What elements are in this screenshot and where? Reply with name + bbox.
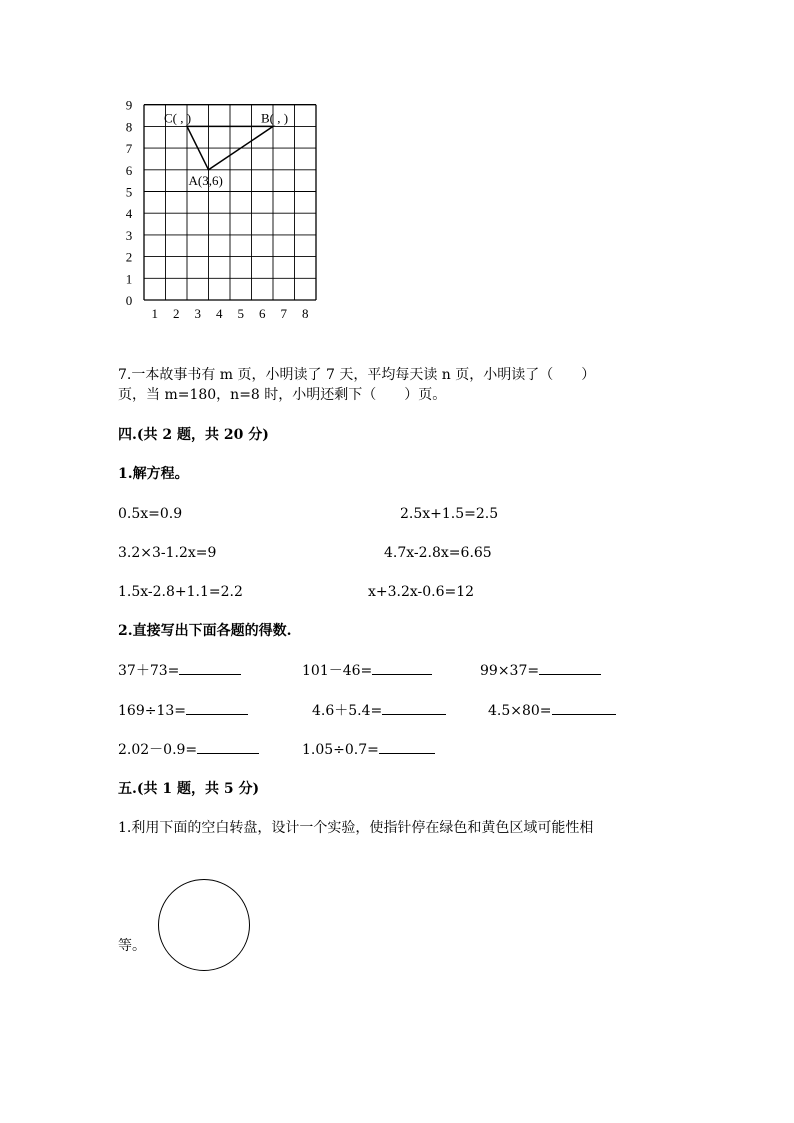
calc-expression: 1.05÷0.7=	[302, 742, 379, 758]
answer-blank[interactable]	[186, 700, 248, 715]
section-5-q1-line2: 等。	[118, 938, 146, 954]
calc-expression: 2.02－0.9=	[118, 742, 198, 758]
y-tick-label: 2	[125, 249, 133, 265]
x-tick-label: 2	[173, 306, 180, 321]
coordinate-grid-figure	[115, 95, 330, 330]
x-tick-label: 8	[302, 306, 309, 321]
y-tick-label: 8	[125, 119, 133, 135]
answer-blank[interactable]	[382, 700, 446, 715]
calc-item	[302, 739, 435, 760]
y-tick-label: 6	[125, 162, 133, 178]
calc-item	[118, 660, 241, 681]
equation: x+3.2x-0.6=12	[368, 584, 475, 600]
y-tick-label: 5	[125, 184, 133, 200]
calc-item	[488, 700, 616, 721]
calc-item	[480, 660, 601, 681]
calc-item	[312, 700, 446, 721]
equation: 1.5x-2.8+1.1=2.2	[118, 584, 243, 600]
answer-blank[interactable]	[539, 660, 601, 675]
x-tick-label: 7	[280, 306, 287, 321]
x-tick-label: 6	[259, 306, 266, 321]
x-tick-label: 3	[194, 306, 201, 321]
y-tick-label: 3	[125, 227, 133, 243]
question-7-line1: 7.一本故事书有 m 页，小明读了 7 天，平均每天读 n 页，小明读了（ ）	[118, 367, 596, 383]
y-tick-label: 0	[125, 293, 133, 308]
answer-blank[interactable]	[379, 739, 435, 754]
point-label: C( , )	[164, 110, 192, 126]
answer-blank[interactable]	[179, 660, 241, 675]
blank-spinner-circle	[158, 879, 250, 971]
calc-expression: 101－46=	[302, 663, 373, 679]
section-4-q1-title: 1.解方程。	[118, 466, 189, 482]
calc-expression: 37＋73=	[118, 663, 180, 679]
y-axis-labels	[126, 98, 133, 308]
calc-expression: 169÷13=	[118, 703, 186, 719]
point-label: A(3,6)	[188, 172, 223, 188]
section-4-q2-title: 2.直接写出下面各题的得数.	[118, 623, 292, 639]
equation: 3.2×3-1.2x=9	[118, 545, 217, 561]
y-tick-label: 4	[125, 206, 133, 222]
equation: 0.5x=0.9	[118, 506, 183, 522]
section-4-title: 四.(共 2 题，共 20 分)	[118, 427, 269, 443]
point-label: B( , )	[261, 110, 289, 126]
equation: 2.5x+1.5=2.5	[400, 506, 499, 522]
point-labels	[164, 110, 288, 187]
calc-expression: 4.6＋5.4=	[312, 703, 383, 719]
answer-blank[interactable]	[552, 700, 616, 715]
section-5-title: 五.(共 1 题，共 5 分)	[118, 781, 260, 797]
calc-expression: 4.5×80=	[488, 703, 552, 719]
section-5-q1-line1: 1.利用下面的空白转盘，设计一个实验，使指针停在绿色和黄色区域可能性相	[118, 820, 594, 836]
y-tick-label: 1	[125, 271, 133, 287]
equation: 4.7x-2.8x=6.65	[384, 545, 492, 561]
answer-blank[interactable]	[197, 739, 259, 754]
calc-expression: 99×37=	[480, 663, 540, 679]
calc-item	[302, 660, 432, 681]
x-tick-label: 1	[151, 306, 158, 321]
calc-item	[118, 700, 248, 721]
question-7-line2: 页，当 m=180，n=8 时，小明还剩下（ ）页。	[118, 387, 447, 403]
y-tick-label: 7	[125, 141, 133, 157]
x-tick-label: 4	[216, 306, 223, 321]
x-tick-label: 5	[237, 306, 244, 321]
calc-item	[118, 739, 259, 760]
y-tick-label: 9	[125, 97, 133, 113]
grid-lines	[144, 105, 316, 300]
x-axis-labels	[152, 306, 309, 321]
answer-blank[interactable]	[372, 660, 432, 675]
